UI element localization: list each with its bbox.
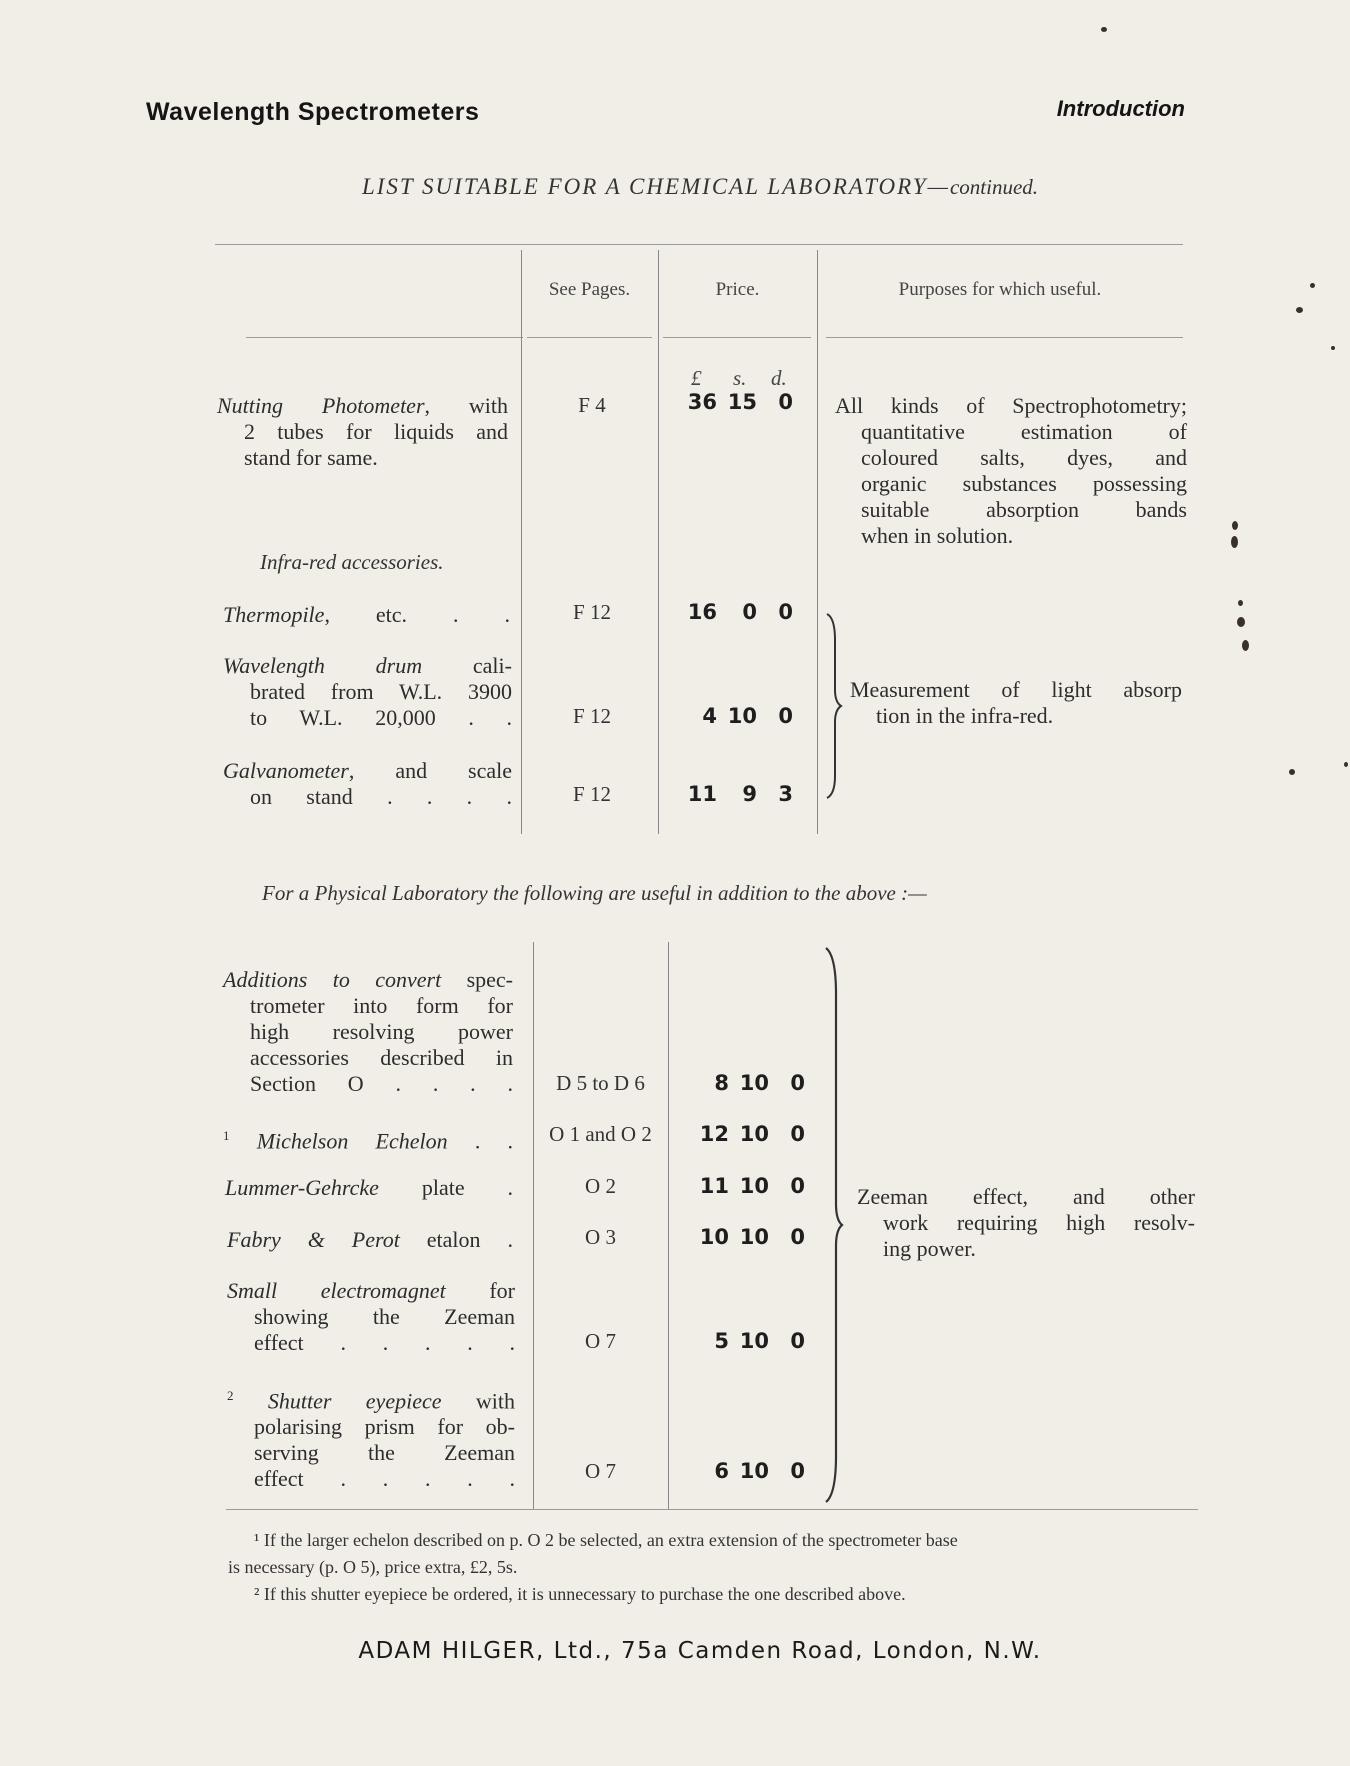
leader-dots: . . . . . (340, 1330, 515, 1355)
footnote-1-continued: is necessary (p. O 5), price extra, £2, 5s. (228, 1557, 518, 1577)
price-pence: 0 (790, 1459, 805, 1483)
footnote-marker: 2 (227, 1388, 234, 1403)
purpose-line: All kinds of Spectrophotometry; (835, 393, 1187, 418)
item-text: showing the Zeeman (254, 1304, 515, 1329)
item-small-electromagnet (227, 1278, 515, 1356)
page-ref: F 12 (573, 600, 611, 624)
purpose-line: tion in the infra-red. (876, 703, 1054, 728)
leader-dots: . . (453, 602, 510, 627)
item-text: trometer into form for (250, 993, 513, 1018)
price (672, 1122, 832, 1152)
price-pence: 0 (790, 1122, 805, 1146)
item-text: stand for same. (244, 445, 378, 470)
physical-laboratory-note: For a Physical Laboratory the following are useful in addition to the above :— (262, 881, 927, 905)
purpose-line: organic substances possessing (861, 471, 1187, 496)
item-name: Wavelength drum (223, 653, 423, 678)
paper-speck (1242, 640, 1249, 651)
price-shillings: 9 (742, 782, 757, 806)
item-name: Small electromagnet (227, 1278, 446, 1303)
currency-shillings: s. (733, 366, 747, 390)
price (660, 600, 820, 630)
header-under-rule-2 (527, 337, 652, 338)
purpose-line: quantitative estimation of (861, 419, 1187, 444)
item-additions (223, 967, 513, 1097)
item-fabry-perot (227, 1227, 513, 1253)
infrared-bracket (823, 610, 845, 800)
purpose-zeeman (857, 1184, 1195, 1262)
list-title (250, 174, 1150, 200)
page-ref: D 5 to D 6 (556, 1071, 645, 1095)
price-pence: 0 (790, 1071, 805, 1095)
price-shillings: 10 (739, 1459, 769, 1483)
leader-dots: . (507, 1175, 513, 1200)
item-name: Thermopile (223, 602, 325, 627)
purpose-line: suitable absorption bands (861, 497, 1187, 522)
price-pounds: 11 (687, 782, 717, 806)
price-pounds: 8 (714, 1071, 729, 1095)
price (672, 1225, 832, 1255)
column-header-pages: See Pages. (548, 279, 631, 300)
paper-speck (1296, 307, 1303, 313)
price (672, 1174, 832, 1204)
page-ref: O 1 and O 2 (549, 1122, 652, 1146)
item-text: , and scale (348, 758, 512, 783)
price-pounds: 16 (687, 600, 717, 624)
table-bottom-rule (226, 1509, 1198, 1510)
paper-speck (1331, 346, 1335, 350)
price-shillings: 10 (739, 1174, 769, 1198)
price-pounds: 11 (699, 1174, 729, 1198)
price-pence: 0 (790, 1329, 805, 1353)
item-name: Galvanometer (223, 758, 349, 783)
item-name: Shutter eyepiece (267, 1388, 442, 1414)
paper-speck (1310, 283, 1315, 288)
price-shillings: 10 (739, 1071, 769, 1095)
item-michelson-echelon (223, 1123, 513, 1154)
page-header-section: Introduction (1056, 96, 1185, 121)
paper-speck (1237, 617, 1245, 627)
leader-dots: . . . . . (340, 1466, 515, 1492)
purpose-line: work requiring high resolv- (883, 1210, 1195, 1235)
paper-speck (1232, 521, 1238, 530)
price (660, 390, 820, 420)
price-pounds: 36 (687, 390, 717, 414)
price-shillings: 10 (739, 1122, 769, 1146)
footnote-2: ² If this shutter eyepiece be ordered, it is unnecessary to purchase the one described above. (254, 1584, 906, 1604)
price-pence: 0 (790, 1225, 805, 1249)
item-name: Additions to convert (223, 967, 442, 992)
price (660, 704, 820, 734)
item-shutter-eyepiece (227, 1383, 515, 1492)
price-pence: 0 (778, 704, 793, 728)
item-text: spec- (466, 967, 514, 992)
item-name: Fabry & Perot (227, 1227, 400, 1252)
zeeman-bracket (822, 944, 846, 1506)
footnote-marker: 1 (223, 1128, 230, 1143)
item-text: serving the Zeeman (254, 1440, 515, 1466)
table-top-rule (215, 244, 1183, 245)
leader-dots: . . (468, 705, 513, 730)
item-wavelength-drum (223, 653, 512, 731)
price-shillings: 10 (739, 1225, 769, 1249)
price (672, 1329, 832, 1359)
page-ref: F 12 (573, 782, 611, 806)
price (660, 782, 820, 812)
item-text: for (489, 1278, 516, 1303)
purpose-spectrophotometry (835, 393, 1187, 549)
price-pence: 0 (778, 600, 793, 624)
price-pence: 0 (778, 390, 793, 414)
leader-dots: . . (474, 1128, 514, 1154)
price-pence: 3 (778, 782, 793, 806)
purpose-line: Zeeman effect, and other (857, 1184, 1195, 1209)
price (672, 1459, 832, 1489)
page-ref: F 12 (573, 704, 611, 728)
footnote-1 (254, 1527, 1204, 1554)
list-title-main: LIST SUITABLE FOR A CHEMICAL LABORATORY— (361, 174, 950, 199)
item-text: Section O (250, 1071, 364, 1096)
page-ref: O 7 (585, 1329, 616, 1353)
price-pounds: 10 (699, 1225, 729, 1249)
paper-speck (1238, 600, 1243, 606)
page-ref: O 7 (585, 1459, 616, 1483)
item-text: effect (254, 1330, 304, 1355)
purpose-line: ing power. (883, 1236, 976, 1261)
header-under-rule-3 (663, 337, 811, 338)
item-text: etalon (399, 1227, 481, 1252)
page-header-title: Wavelength Spectrometers (146, 98, 480, 126)
price-shillings: 10 (727, 704, 757, 728)
paper-speck (1231, 536, 1238, 548)
currency-pounds: £ (691, 366, 702, 390)
item-nutting-photometer (217, 393, 508, 471)
paper-speck (1101, 27, 1107, 32)
leader-dots: . . . . (387, 784, 512, 809)
item-lummer-gehrcke (225, 1175, 513, 1201)
item-name: Michelson Echelon (256, 1128, 448, 1154)
item-text: high resolving power (250, 1019, 513, 1044)
price-pounds: 12 (699, 1122, 729, 1146)
col-divider-1 (521, 250, 522, 834)
item-text: brated from W.L. 3900 (250, 679, 512, 704)
item-text: with (475, 1388, 515, 1414)
item-text: cali- (472, 653, 512, 678)
column-header-purpose: Purposes for which useful. (898, 279, 1102, 300)
item-galvanometer (223, 758, 512, 810)
item-text: , with (424, 393, 508, 418)
price-shillings: 0 (742, 600, 757, 624)
list-title-continued: continued. (949, 175, 1039, 199)
header-under-rule-1 (246, 337, 523, 338)
price-pounds: 5 (714, 1329, 729, 1353)
item-name: Lummer-Gehrcke (225, 1175, 379, 1200)
col-divider-2 (658, 250, 659, 834)
col-divider-5 (668, 942, 669, 1510)
price-pounds: 6 (714, 1459, 729, 1483)
header-under-rule-4 (826, 337, 1183, 338)
page-ref: O 2 (585, 1174, 616, 1198)
item-text: 2 tubes for liquids and (244, 419, 508, 444)
purpose-infrared (850, 677, 1182, 729)
item-text: accessories described in (250, 1045, 513, 1070)
item-text: plate (378, 1175, 465, 1200)
price-pence: 0 (790, 1174, 805, 1198)
paper-speck (1344, 762, 1348, 767)
item-text: on stand (250, 784, 353, 809)
price-pounds: 4 (702, 704, 717, 728)
column-header-price: Price. (715, 279, 760, 300)
item-thermopile (223, 602, 510, 628)
page-ref: F 4 (578, 393, 606, 417)
purpose-line: coloured salts, dyes, and (861, 445, 1187, 470)
item-text: effect (254, 1466, 304, 1492)
col-divider-3 (817, 250, 818, 834)
infrared-heading: Infra-red accessories. (260, 550, 444, 574)
price-shillings: 10 (739, 1329, 769, 1353)
item-text: polarising prism for ob- (254, 1414, 515, 1440)
footnote-1-text: ¹ If the larger echelon described on p. O 2 be selected, an extra extension of the spectrometer base (254, 1530, 958, 1550)
item-text: to W.L. 20,000 (250, 705, 436, 730)
leader-dots: . (507, 1227, 513, 1252)
leader-dots: . . . . (395, 1071, 513, 1096)
item-name: Nutting Photometer (217, 393, 425, 418)
purpose-line: Measurement of light absorp (850, 677, 1182, 702)
price (672, 1071, 832, 1101)
currency-pence: d. (771, 366, 787, 390)
publisher-footer: ADAM HILGER, Ltd., 75a Camden Road, London, N.W. (358, 1638, 1042, 1664)
item-text: , etc. (324, 602, 408, 627)
page-ref: O 3 (585, 1225, 616, 1249)
price-shillings: 15 (727, 390, 757, 414)
purpose-line: when in solution. (861, 523, 1014, 548)
paper-speck (1289, 769, 1295, 775)
